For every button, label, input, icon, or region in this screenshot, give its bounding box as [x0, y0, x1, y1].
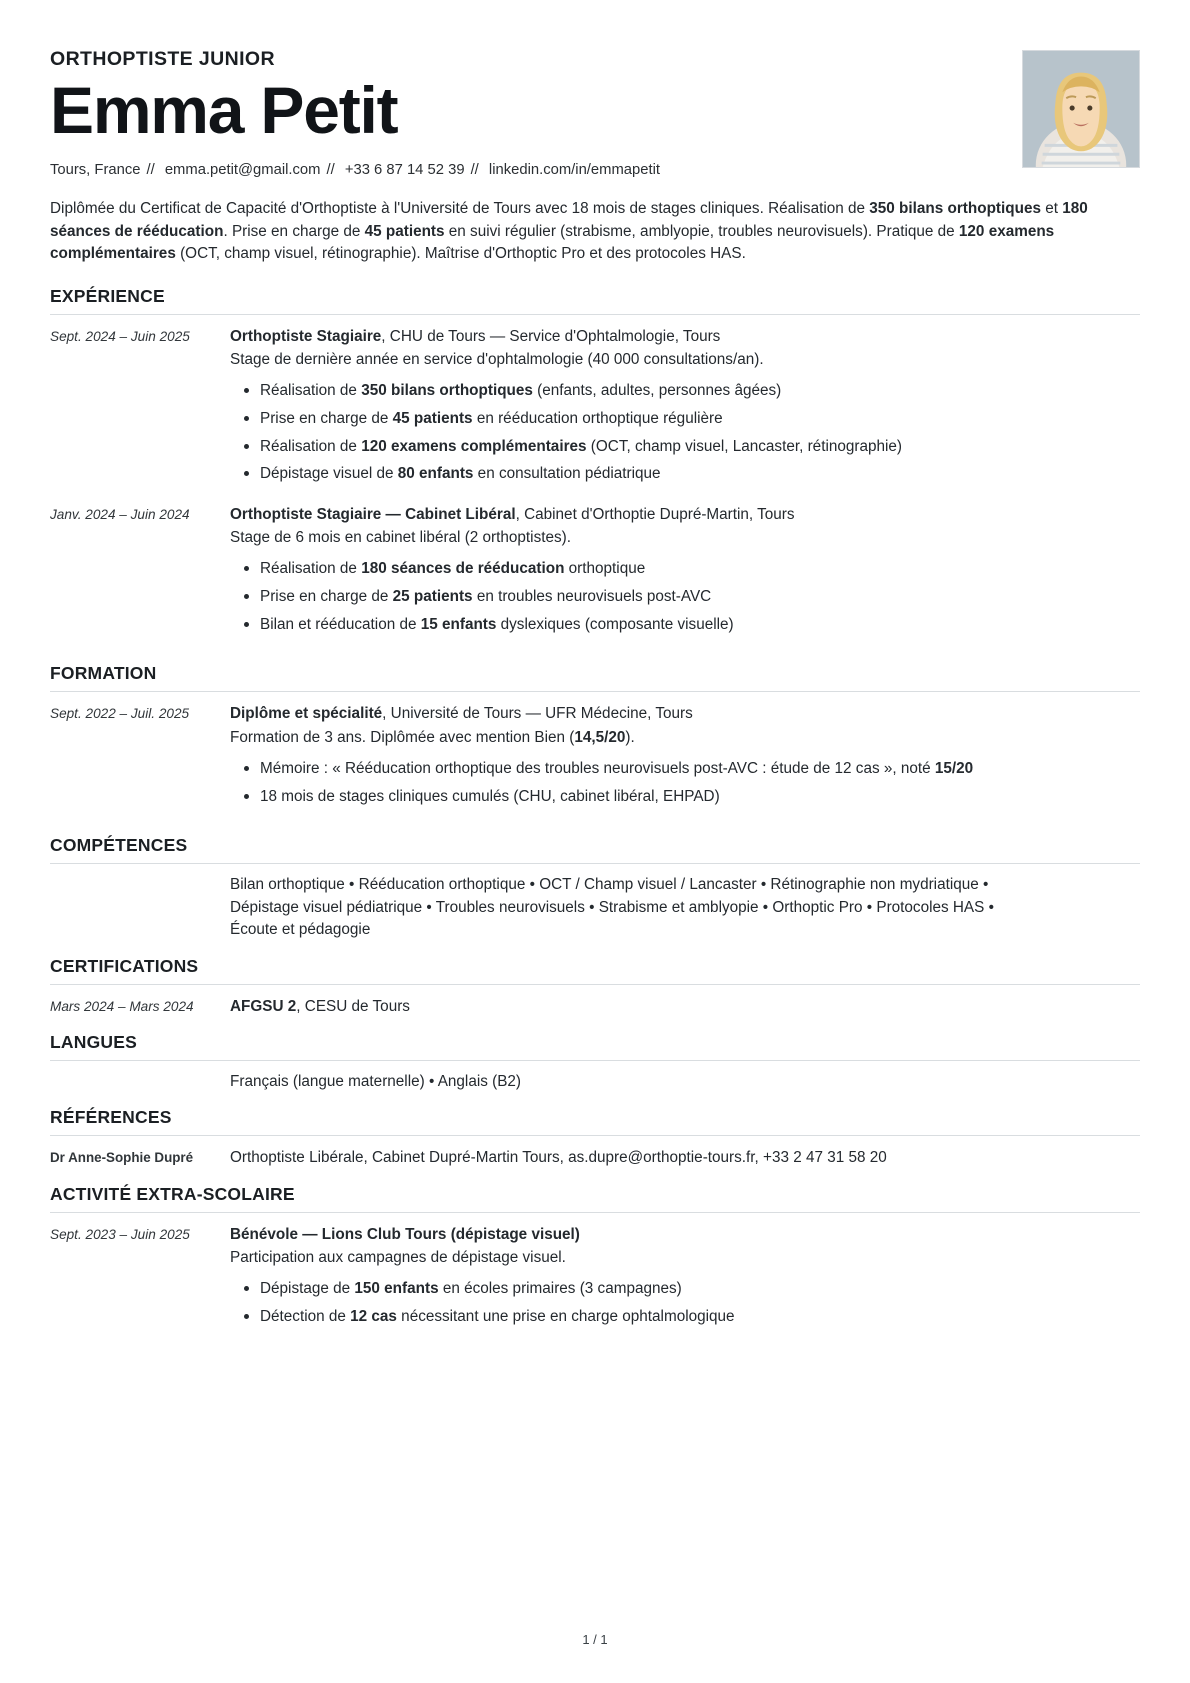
summary-part-2: et [1040, 200, 1063, 218]
list-item [260, 558, 1140, 580]
section-title-certifications: CERTIFICATIONS [50, 955, 199, 976]
header-text-block [50, 48, 1022, 194]
bullet-pre: Prise en charge de [260, 409, 393, 427]
entry-bullet-list [230, 1278, 1140, 1327]
bullet-bold: 12 cas [350, 1307, 397, 1325]
entry-content [230, 1146, 1140, 1169]
bullet-pre: Dépistage de [260, 1279, 355, 1297]
certification-entry [50, 995, 1140, 1018]
bullet-bold: 120 examens complémentaires [361, 437, 587, 455]
bullet-post: dyslexiques (composante visuelle) [496, 615, 734, 633]
section-divider [50, 1060, 1140, 1061]
entry-role [230, 326, 1140, 348]
list-item [260, 586, 1140, 608]
section-competences [50, 835, 1140, 941]
entry-date: Sept. 2024 – Juin 2025 [50, 328, 190, 344]
list-item [260, 408, 1140, 430]
entry-role [230, 996, 1140, 1018]
section-divider [50, 1135, 1140, 1136]
contact-linkedin[interactable]: linkedin.com/in/emmapetit [488, 162, 660, 179]
bullet-post: en consultation pédiatrique [473, 465, 661, 483]
entry-date-empty [50, 874, 230, 941]
formation-entry [50, 702, 1140, 821]
reference-name: Dr Anne-Sophie Dupré [50, 1150, 194, 1166]
section-experience [50, 286, 1140, 650]
bullet-bold: 150 enfants [354, 1279, 439, 1297]
experience-entry [50, 503, 1140, 650]
section-references [50, 1107, 1140, 1169]
entry-content [230, 702, 1140, 821]
entry-content [230, 1223, 1140, 1342]
bullet-post: (OCT, champ visuel, Lancaster, rétinographie) [586, 437, 902, 455]
job-title: ORTHOPTISTE JUNIOR [50, 48, 275, 70]
section-title-extra-activity: ACTIVITÉ EXTRA-SCOLAIRE [50, 1183, 295, 1204]
bullet-post: nécessitant une prise en charge ophtalmologique [396, 1307, 735, 1325]
entry-role-rest: , Université de Tours — UFR Médecine, Tours [382, 705, 693, 723]
entry-date-empty [50, 1071, 230, 1093]
entry-role-bold: Orthoptiste Stagiaire [230, 327, 382, 345]
list-item [260, 1306, 1140, 1328]
entry-date: Janv. 2024 – Juin 2024 [50, 506, 190, 522]
bullet-post: (enfants, adultes, personnes âgées) [532, 382, 782, 400]
extra-activity-entry [50, 1223, 1140, 1342]
entry-role-rest: , CESU de Tours [296, 997, 410, 1015]
reference-detail: Orthoptiste Libérale, Cabinet Dupré-Martin Tours, as.dupre@orthoptie-tours.fr, +33 2 47 31 58 20 [230, 1149, 887, 1167]
entry-role [230, 703, 1140, 725]
entry-date: Mars 2024 – Mars 2024 [50, 998, 194, 1014]
bullet-pre: 18 mois de stages cliniques cumulés (CHU, cabinet libéral, EHPAD) [260, 787, 720, 805]
bullet-bold: 45 patients [392, 409, 473, 427]
section-langues [50, 1032, 1140, 1093]
bullet-post: en écoles primaires (3 campagnes) [438, 1279, 682, 1297]
bullet-pre: Réalisation de [260, 437, 362, 455]
subtitle-bold: 14,5/20 [574, 728, 626, 746]
section-title-experience: EXPÉRIENCE [50, 285, 165, 306]
list-item [260, 463, 1140, 485]
bullet-pre: Détection de [260, 1307, 351, 1325]
summary-highlight-4: 120 examens complémentaires [50, 222, 1055, 263]
contact-location: Tours, France [50, 162, 141, 179]
section-divider [50, 691, 1140, 692]
section-divider [50, 1212, 1140, 1213]
reference-entry [50, 1146, 1140, 1169]
bullet-bold: 80 enfants [397, 465, 474, 483]
competences-row [50, 874, 1140, 941]
bullet-pre: Réalisation de [260, 560, 362, 578]
list-item [260, 786, 1140, 808]
entry-bullet-list [230, 758, 1140, 807]
bullet-bold: 180 séances de rééducation [361, 560, 565, 578]
list-item [260, 380, 1140, 402]
entry-role-bold: Diplôme et spécialité [230, 705, 383, 723]
resume-header [50, 48, 1140, 194]
section-title-formation: FORMATION [50, 663, 157, 684]
section-divider [50, 984, 1140, 985]
subtitle-post: ). [625, 728, 635, 746]
section-extra-activity [50, 1184, 1140, 1342]
contact-separator-3: // [470, 162, 479, 179]
bullet-pre: Dépistage visuel de [260, 465, 398, 483]
bullet-pre: Prise en charge de [260, 588, 393, 606]
entry-content [230, 325, 1140, 499]
list-item [260, 758, 1140, 780]
skills-list: Bilan orthoptique • Rééducation orthoptique • OCT / Champ visuel / Lancaster • Rétinographie non mydriatique • Dépistage visuel pédiatrique • Troubles neurovisuels • Strabisme et amblyopie • Orthoptic Pro • Protocoles HAS • Écoute et pédagogie [230, 876, 994, 939]
bullet-pre: Bilan et rééducation de [260, 615, 421, 633]
summary-part-1: Diplômée du Certificat de Capacité d'Orthoptiste à l'Université de Tours avec 18 mois de stages cliniques. Réalisation de [50, 200, 870, 218]
entry-subtitle [230, 727, 1140, 749]
bullet-bold: 350 bilans orthoptiques [361, 382, 533, 400]
entry-role-rest: , CHU de Tours — Service d'Ophtalmologie, Tours [381, 327, 721, 345]
entry-subtitle: Participation aux campagnes de dépistage visuel. [230, 1248, 566, 1266]
summary-highlight-1: 350 bilans orthoptiques [869, 200, 1041, 218]
entry-bullet-list [230, 380, 1140, 485]
bullet-pre: Mémoire : « Rééducation orthoptique des troubles neurovisuels post-AVC : étude de 12 cas », noté [260, 759, 935, 777]
entry-content [230, 995, 1140, 1018]
section-certifications [50, 956, 1140, 1018]
summary-highlight-3: 45 patients [364, 222, 445, 240]
summary-part-5: (OCT, champ visuel, rétinographie). Maîtrise d'Orthoptic Pro et des protocoles HAS. [175, 245, 746, 263]
bullet-post: orthoptique [564, 560, 646, 578]
contact-phone[interactable]: +33 6 87 14 52 39 [344, 162, 465, 179]
professional-summary [50, 198, 1140, 265]
entry-content [230, 503, 1140, 650]
bullet-bold: 25 patients [392, 588, 473, 606]
candidate-name: Emma Petit [50, 73, 398, 147]
page-footer [0, 1632, 1190, 1647]
subtitle-pre: Formation de 3 ans. Diplômée avec mention Bien ( [230, 728, 575, 746]
section-divider [50, 314, 1140, 315]
section-title-competences: COMPÉTENCES [50, 835, 188, 856]
bullet-bold: 15 enfants [420, 615, 497, 633]
summary-part-4: en suivi régulier (strabisme, amblyopie, troubles neurovisuels). Pratique de [444, 222, 959, 240]
portrait-photo-icon [1023, 51, 1139, 167]
entry-subtitle: Stage de dernière année en service d'ophtalmologie (40 000 consultations/an). [230, 350, 764, 368]
bullet-pre: Réalisation de [260, 382, 362, 400]
section-divider [50, 863, 1140, 864]
entry-role-rest: , Cabinet d'Orthoptie Dupré-Martin, Tours [515, 505, 795, 523]
bullet-bold: 15/20 [934, 759, 974, 777]
langues-row [50, 1071, 1140, 1093]
list-item [260, 614, 1140, 636]
entry-role [230, 504, 1140, 526]
bullet-post: en troubles neurovisuels post-AVC [472, 588, 712, 606]
list-item [260, 436, 1140, 458]
entry-role [230, 1224, 1140, 1246]
avatar [1022, 50, 1140, 168]
languages-list: Français (langue maternelle) • Anglais (B2) [230, 1072, 522, 1090]
contact-separator-1: // [146, 162, 155, 179]
section-formation [50, 663, 1140, 821]
experience-entry [50, 325, 1140, 499]
summary-highlight-2: 180 séances de rééducation [50, 200, 1088, 240]
summary-part-3: . Prise en charge de [223, 222, 365, 240]
entry-role-bold: Orthoptiste Stagiaire — Cabinet Libéral [230, 505, 516, 523]
entry-date: Sept. 2023 – Juin 2025 [50, 1226, 190, 1242]
page-indicator: 1 / 1 [582, 1632, 608, 1647]
bullet-post: en rééducation orthoptique régulière [472, 409, 723, 427]
contact-separator-2: // [326, 162, 335, 179]
entry-role-bold: AFGSU 2 [230, 997, 297, 1015]
entry-subtitle: Stage de 6 mois en cabinet libéral (2 orthoptistes). [230, 529, 571, 547]
entry-role-bold: Bénévole — Lions Club Tours (dépistage visuel) [230, 1225, 580, 1243]
entry-date: Sept. 2022 – Juil. 2025 [50, 706, 190, 722]
entry-bullet-list [230, 558, 1140, 635]
contact-email[interactable]: emma.petit@gmail.com [164, 162, 321, 179]
section-title-references: RÉFÉRENCES [50, 1107, 172, 1128]
section-title-langues: LANGUES [50, 1031, 137, 1052]
contact-line [50, 162, 1002, 178]
list-item [260, 1278, 1140, 1300]
